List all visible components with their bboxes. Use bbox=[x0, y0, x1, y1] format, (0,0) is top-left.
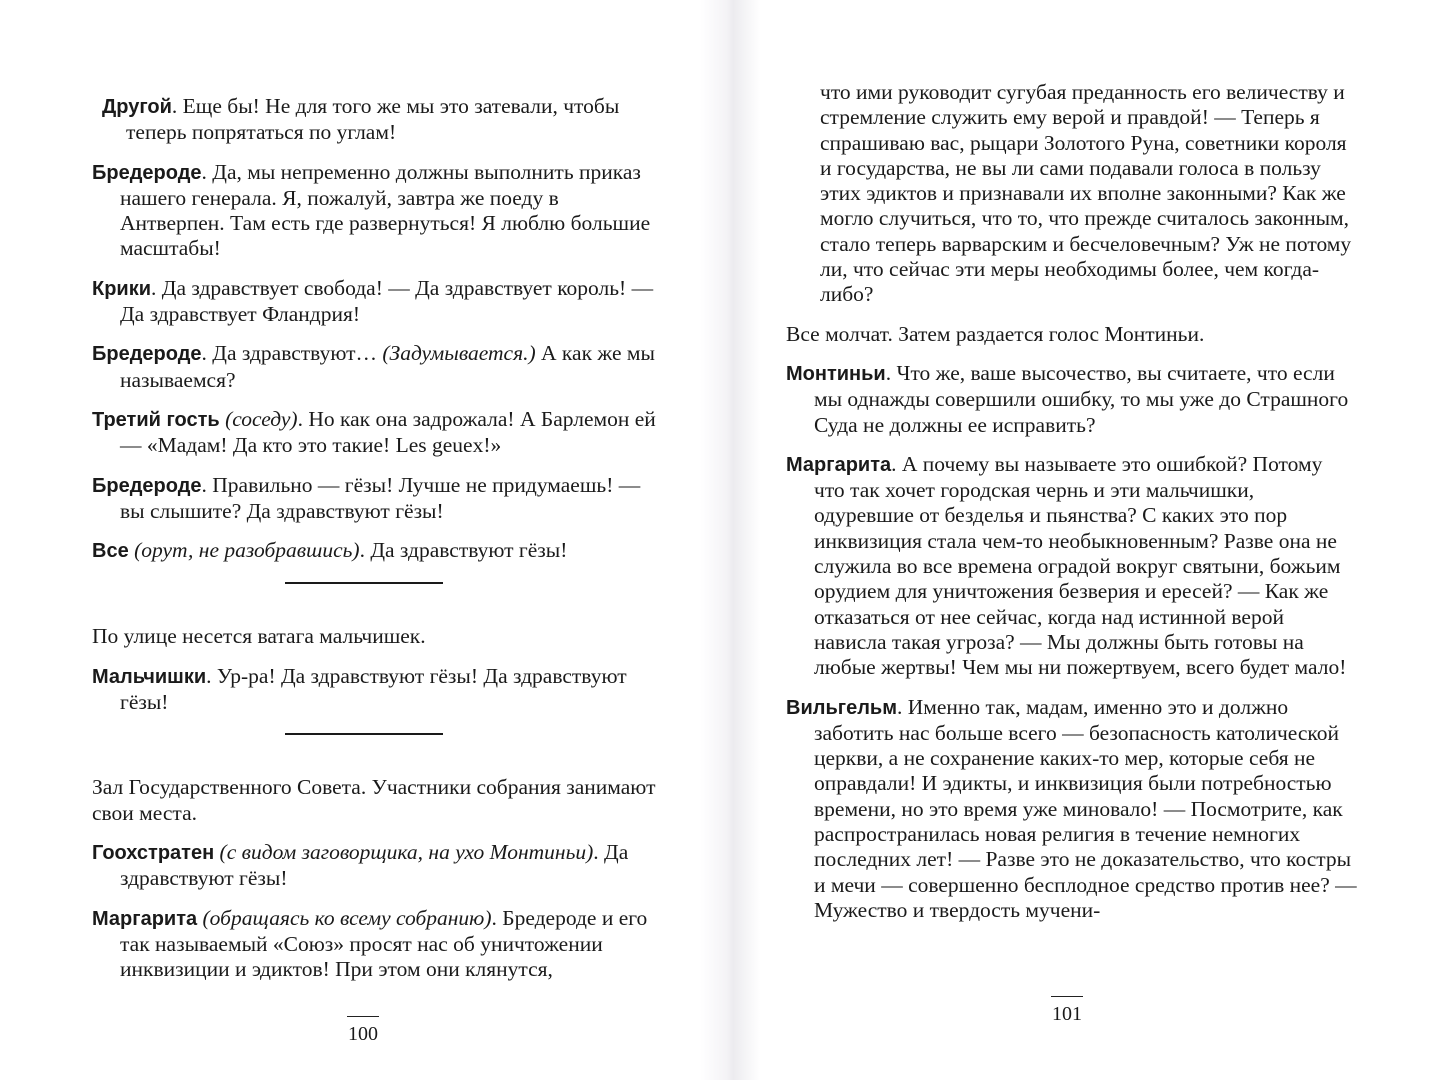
dialogue-text: А как же мы называемся? bbox=[120, 341, 655, 392]
dialogue-line bbox=[786, 695, 1358, 924]
dialogue-text: . Но как она задрожала! А Барлемон ей — «Мадам! Да кто это такие! Les geuex!» bbox=[120, 406, 656, 458]
page-number: 101 bbox=[1052, 1003, 1082, 1025]
speaker-name: Крики bbox=[92, 277, 152, 300]
stage-remark: (с видом заговорщика, на ухо Монтиньи) bbox=[214, 839, 594, 864]
page-number: 100 bbox=[348, 1023, 378, 1045]
page-number-right bbox=[1037, 996, 1097, 1026]
dialogue-line bbox=[786, 361, 1358, 438]
dialogue-line bbox=[92, 94, 662, 146]
dialogue-text: . Что же, ваше высочество, вы считаете, что если мы однажды совершили ошибку, то мы уже до Страшного Суда не должны ее исправить? bbox=[814, 360, 1349, 437]
left-page-text bbox=[92, 94, 662, 996]
dialogue-continuation: что ими руководит сугубая преданность его величеству и стремление служить ему верой и правдой! — Теперь я спрашиваю вас, рыцари Золотого Руна, советники короля и государства, не вы ли сами подавали голоса в пользу этих эдиктов и признавали их вполне законными? Как же могло случиться, что то, что прежде считалось законным, стало теперь варварским и бесчеловечным? Уж не потому ли, что сейчас эти меры необходимы более, чем когда-либо? bbox=[820, 80, 1352, 307]
dialogue-line bbox=[92, 840, 662, 892]
speaker-name: Бредероде bbox=[92, 343, 202, 366]
folio-rule bbox=[347, 1016, 379, 1017]
dialogue-text: . Именно так, мадам, именно это и должно заботить нас больше всего — безопасность католической церкви, а не сохранение каких-то мер, которые себя не оправдали! И эдикты, и инквизиция были потребностью времени, но это время уже миновало! — Посмотрите, как распространилась новая религия в течение немногих последних лет! — Разве это не доказательство, что костры и мечи — совершенно бесплодное средство против нее? — Мужество и твердость мучени- bbox=[814, 694, 1357, 922]
dialogue-line bbox=[92, 473, 662, 525]
dialogue-line bbox=[92, 276, 662, 328]
folio-rule bbox=[1051, 996, 1083, 997]
stage-direction: По улице несется ватага мальчишек. bbox=[92, 624, 426, 649]
speaker-name: Мальчишки bbox=[92, 665, 207, 688]
dialogue-text: . Еще бы! Не для того же мы это затевали, чтобы теперь попрятаться по углам! bbox=[126, 94, 620, 145]
dialogue-text: . Да, мы непременно должны выполнить приказ нашего генерала. Я, пожалуй, завтра же поеду в Антверпен. Там есть где развернуться! Я люблю большие масштабы! bbox=[120, 159, 651, 261]
dialogue-line bbox=[92, 341, 662, 393]
speaker-name: Гоохстратен bbox=[92, 841, 215, 864]
speaker-name: Монтиньи bbox=[786, 362, 886, 385]
dialogue-text: . Правильно — гёзы! Лучше не придумаешь! — вы слышите? Да здравствуют гёзы! bbox=[120, 472, 641, 523]
speaker-name: Третий гость bbox=[92, 408, 220, 431]
speaker-name: Все bbox=[92, 540, 129, 563]
dialogue-text: . Ур-ра! Да здравствуют гёзы! Да здравствуют гёзы! bbox=[120, 663, 627, 715]
dialogue-text: . Да здравствует свобода! — Да здравствует король! — Да здравствует Фландрия! bbox=[120, 275, 654, 327]
dialogue-line bbox=[786, 452, 1358, 681]
right-page-text bbox=[786, 80, 1358, 937]
stage-remark: (соседу) bbox=[219, 406, 298, 431]
speaker-name: Другой bbox=[102, 96, 172, 118]
dialogue-line bbox=[92, 407, 662, 459]
page-number-left bbox=[333, 1016, 393, 1046]
dialogue-text: . Да здравствуют… bbox=[201, 341, 383, 366]
dialogue-text: . Бредероде и его так называемый «Союз» просят нас об уничтожении инквизиции и эдиктов! При этом они клянутся, bbox=[120, 905, 648, 982]
dialogue-line bbox=[92, 538, 662, 564]
scene-divider bbox=[285, 582, 443, 584]
dialogue-line bbox=[92, 664, 662, 716]
dialogue-line bbox=[92, 160, 662, 262]
stage-direction: Все молчат. Затем раздается голос Монтиньи. bbox=[786, 321, 1205, 346]
stage-remark: (Задумывается.) bbox=[382, 341, 536, 366]
stage-remark: (обращаясь ко всему собранию) bbox=[197, 905, 492, 930]
speaker-name: Бредероде bbox=[92, 161, 202, 184]
dialogue-text: . А почему вы называете это ошибкой? Потому что так хочет городская чернь и эти мальчишки, одуревшие от безделья и пьянства? С каких это пор инквизиция стала чем-то необыкновенным? Разве она не служила во все времена оградой вокруг святыни, божьим орудием для уничтожения безверия и ересей? — Как же отказаться от нее сейчас, когда над истинной верой нависла такая угроза? — Мы должны быть готовы на любые жертвы! Чем мы ни пожертвуем, всего будет мало! bbox=[814, 451, 1347, 680]
stage-direction: Зал Государственного Совета. Участники собрания занимают свои места. bbox=[92, 775, 656, 825]
dialogue-line bbox=[92, 906, 662, 983]
scene-divider bbox=[285, 733, 443, 735]
speaker-name: Вильгельм bbox=[786, 696, 897, 719]
speaker-name: Маргарита bbox=[92, 907, 198, 930]
dialogue-text: . Да здравствуют гёзы! bbox=[359, 538, 568, 563]
speaker-name: Маргарита bbox=[786, 453, 892, 476]
stage-remark: (орут, не разобравшись) bbox=[128, 538, 360, 563]
speaker-name: Бредероде bbox=[92, 474, 202, 497]
dialogue-text: . Да здравствуют гёзы! bbox=[120, 839, 629, 891]
